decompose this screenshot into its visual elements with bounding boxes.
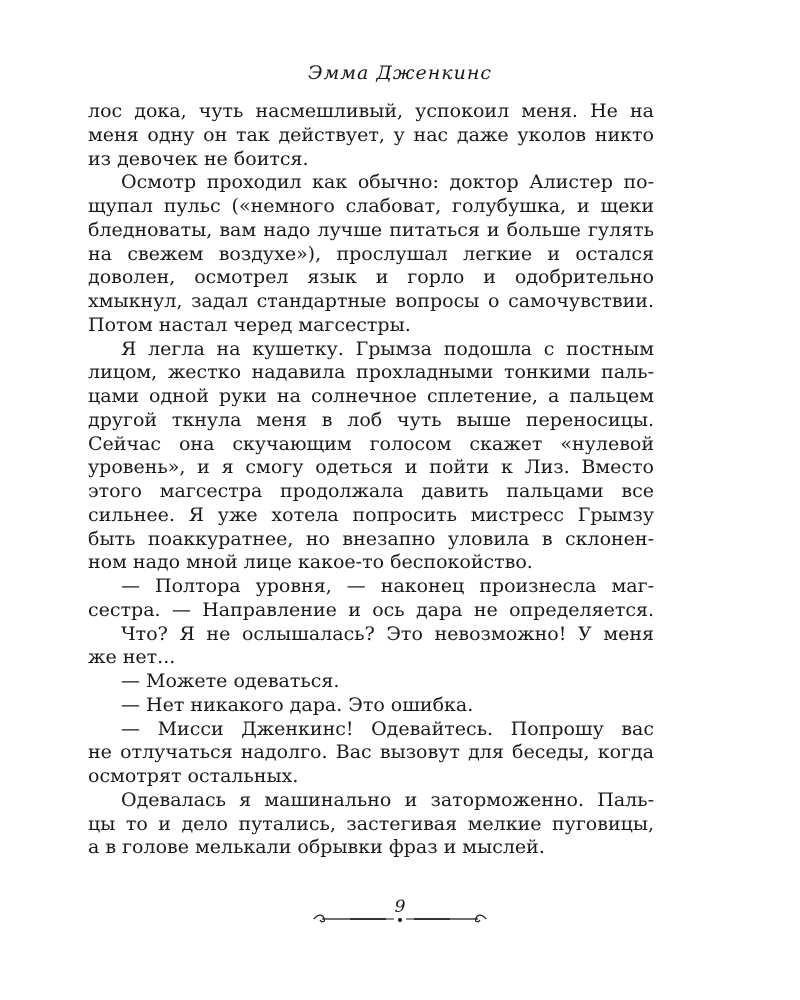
body-text	[88, 100, 654, 860]
text-line: другой ткнула меня в лоб чуть выше переносицы.	[88, 408, 654, 431]
text-line: Что? Я не ослышалась? Это невозможно! У меня	[121, 622, 654, 645]
text-line: а в голове мелькали обрывки фраз и мыслей.	[88, 836, 545, 859]
text-line: лос дока, чуть насмешливый, успокоил меня. Не на	[88, 100, 654, 122]
text-line: сестра. — Направление и ось дара не определяется.	[88, 598, 654, 621]
text-line: — Полтора уровня, — наконец произнесла маг-	[121, 575, 654, 597]
text-line: цами одной руки на солнечное сплетение, а пальцем	[88, 385, 654, 407]
text-line: — Можете одеваться.	[121, 670, 340, 692]
text-line: сильнее. Я уже хотела попросить мистресс Грымзу	[88, 503, 654, 526]
running-head: Эмма Дженкинс	[308, 62, 492, 84]
text-line: этого магсестра продолжала давить пальцами все	[88, 480, 654, 502]
text-line: бледноваты, вам надо лучше питаться и больше гулять	[88, 218, 654, 241]
text-line: на свежем воздухе»), прослушал легкие и остался	[88, 242, 654, 265]
text-line: лицом, жестко надавила прохладными тонкими паль-	[88, 361, 654, 384]
text-line: доволен, осмотрел язык и горло и одобрительно	[88, 266, 654, 289]
text-line: уровень», и я смогу одеться и пойти к Лиз. Вместо	[88, 456, 654, 479]
text-line: Одевалась я машинально и заторможенно. Паль-	[121, 788, 654, 811]
text-line: — Мисси Дженкинс! Одевайтесь. Попрошу вас	[121, 717, 654, 740]
text-line: меня одну он так действует, у нас даже уколов никто	[88, 123, 654, 146]
text-line: — Нет никакого дара. Это ошибка.	[121, 693, 474, 716]
text-line: не отлучаться надолго. Вас вызовут для беседы, когда	[88, 741, 654, 764]
text-line: щупал пульс («немного слабоват, голубушка, и щеки	[88, 195, 654, 217]
text-line: из девочек не боится.	[88, 147, 309, 170]
text-line: Потом настал черед магсестры.	[88, 313, 411, 336]
text-line: хмыкнул, задал стандартные вопросы о самочувствии.	[88, 290, 654, 312]
text-line: осмотрят остальных.	[88, 765, 299, 787]
text-line: ном надо мной лице какое-то беспокойство.	[88, 551, 533, 574]
text-line: Осмотр проходил как обычно: доктор Алистер по-	[121, 171, 654, 194]
text-line: цы то и дело путались, застегивая мелкие пуговицы,	[88, 812, 654, 835]
text-line: Я легла на кушетку. Грымза подошла с постным	[121, 337, 654, 360]
text-line: же нет...	[88, 646, 176, 669]
text-line: Сейчас она скучающим голосом скажет «нулевой	[88, 432, 654, 455]
text-line: быть поаккуратнее, но внезапно уловила в склонен-	[88, 527, 654, 550]
page-number: 9	[394, 897, 406, 917]
flourish-ornament-icon	[310, 911, 490, 927]
page-folio	[310, 898, 490, 928]
